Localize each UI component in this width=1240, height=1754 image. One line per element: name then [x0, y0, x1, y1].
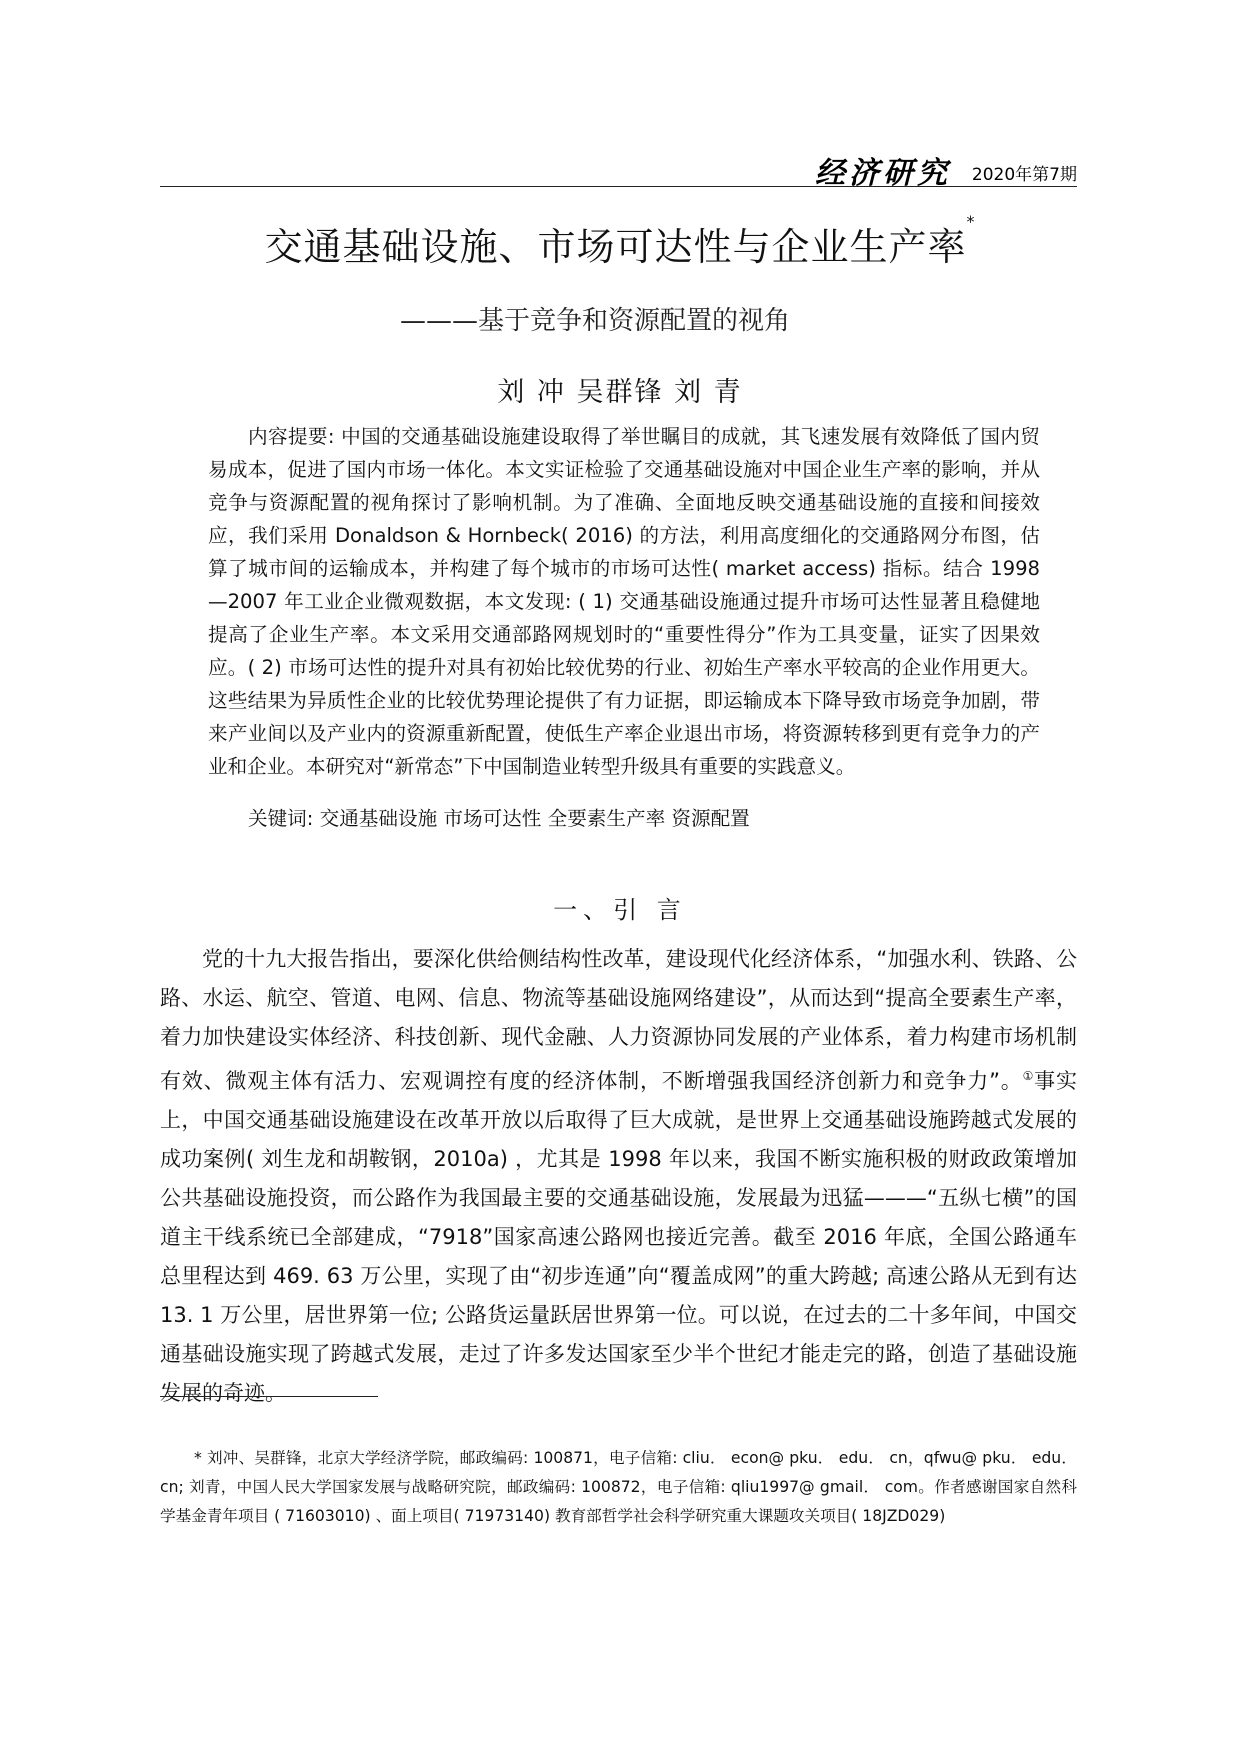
abstract — [208, 420, 1040, 783]
journal-header — [160, 146, 1077, 191]
journal-logo: 经济研究 — [815, 156, 951, 191]
section-heading: 一、引 言 — [553, 896, 687, 924]
abstract-text: 内容提要: 中国的交通基础设施建设取得了举世瞩目的成就，其飞速发展有效降低了国内贸易成本，促进了国内市场一体化。本文实证检验了交通基础设施对中国企业生产率的影响，并从竞争与资源配置的视角探讨了影响机制。为了准确、全面地反映交通基础设施的直接和间接效应，我们采用 Donaldson & Hornbeck( 2016) 的方法，利用高度细化的交通路网分布图，估算了城市间的运输成本，并构建了每个城市的市场可达性( market access) 指标。结合 1998—2007 年工业企业微观数据，本文发现: ( 1) 交通基础设施通过提升市场可达性显著且稳健地提高了企业生产率。本文采用交通部路网规划时的“重要性得分”作为工具变量，证实了因果效应。( 2) 市场可达性的提升对具有初始比较优势的行业、初始生产率水平较高的企业作用更大。这些结果为异质性企业的比较优势理论提供了有力证据，即运输成本下降导致市场竞争加剧，带来产业间以及产业内的资源重新配置，使低生产率企业退出市场，将资源转移到更有竞争力的产业和企业。本研究对“新常态”下中国制造业转型升级具有重要的实践意义。 — [208, 425, 1040, 778]
paragraph-text-part-1: 党的十九大报告指出，要深化供给侧结构性改革，建设现代化经济体系，“加强水利、铁路、公路、水运、航空、管道、电网、信息、物流等基础设施网络建设”，从而达到“提高全要素生产率，着力加快建设实体经济、科技创新、现代金融、人力资源协同发展的产业体系，着力构建市场机制有效、微观主体有活力、宏观调控有度的经济体制，不断增强我国经济创新力和竞争力”。 — [160, 947, 1077, 1093]
paper-title-text: 交通基础设施、市场可达性与企业生产率 — [264, 225, 967, 269]
paragraph-text-part-2: 事实上，中国交通基础设施建设在改革开放以后取得了巨大成就，是世界上交通基础设施跨越式发展的成功案例( 刘生龙和胡鞍钢，2010a) ，尤其是 1998 年以来，我国不断实施积极的财政政策增加公共基础设施投资，而公路作为我国最主要的交通基础设施，发展最为迅猛———“五纵七横”的国道主干线系统已全部建成，“7918”国家高速公路网也接近完善。截至 2016 年底，全国公路通车总里程达到 469. 63 万公里，实现了由“初步连通”向“覆盖成网”的重大跨越; 高速公路从无到有达 13. 1 万公里，居世界第一位; 公路货运量跃居世界第一位。可以说，在过去的二十多年间，中国交通基础设施实现了跨越式发展，走过了许多发达国家至少半个世纪才能走完的路，创造了基础设施发展的奇迹。 — [160, 1069, 1077, 1405]
footnote-text: * 刘冲、吴群锋，北京大学经济学院，邮政编码: 100871，电子信箱: cliu． econ@ pku． edu． cn，qfwu@ pku． edu． cn; 刘青，中国人民大学国家发展与战略研究院，邮政编码: 100872，电子信箱: qliu1997@ gmail． com。作者感谢国家自然科学基金青年项目 ( 71603010) 、面上项目( 71973140) 教育部哲学社会科学研究重大课题攻关项目( 18JZD029) — [160, 1449, 1077, 1525]
paper-subtitle: ———基于竞争和资源配置的视角 — [400, 306, 791, 336]
paper-title — [0, 212, 1240, 271]
footnote-reference[interactable]: ① — [1022, 1069, 1035, 1083]
issue-label: 2020年第7期 — [971, 165, 1077, 185]
section-body — [160, 940, 1077, 1413]
footnote-divider — [160, 1396, 378, 1397]
keywords: 关键词: 交通基础设施 市场可达性 全要素生产率 资源配置 — [248, 807, 750, 830]
author-list: 刘 冲 吴群锋 刘 青 — [497, 377, 743, 408]
paragraph — [160, 940, 1077, 1413]
footnote — [160, 1444, 1077, 1531]
title-footnote-marker: * — [966, 212, 976, 231]
